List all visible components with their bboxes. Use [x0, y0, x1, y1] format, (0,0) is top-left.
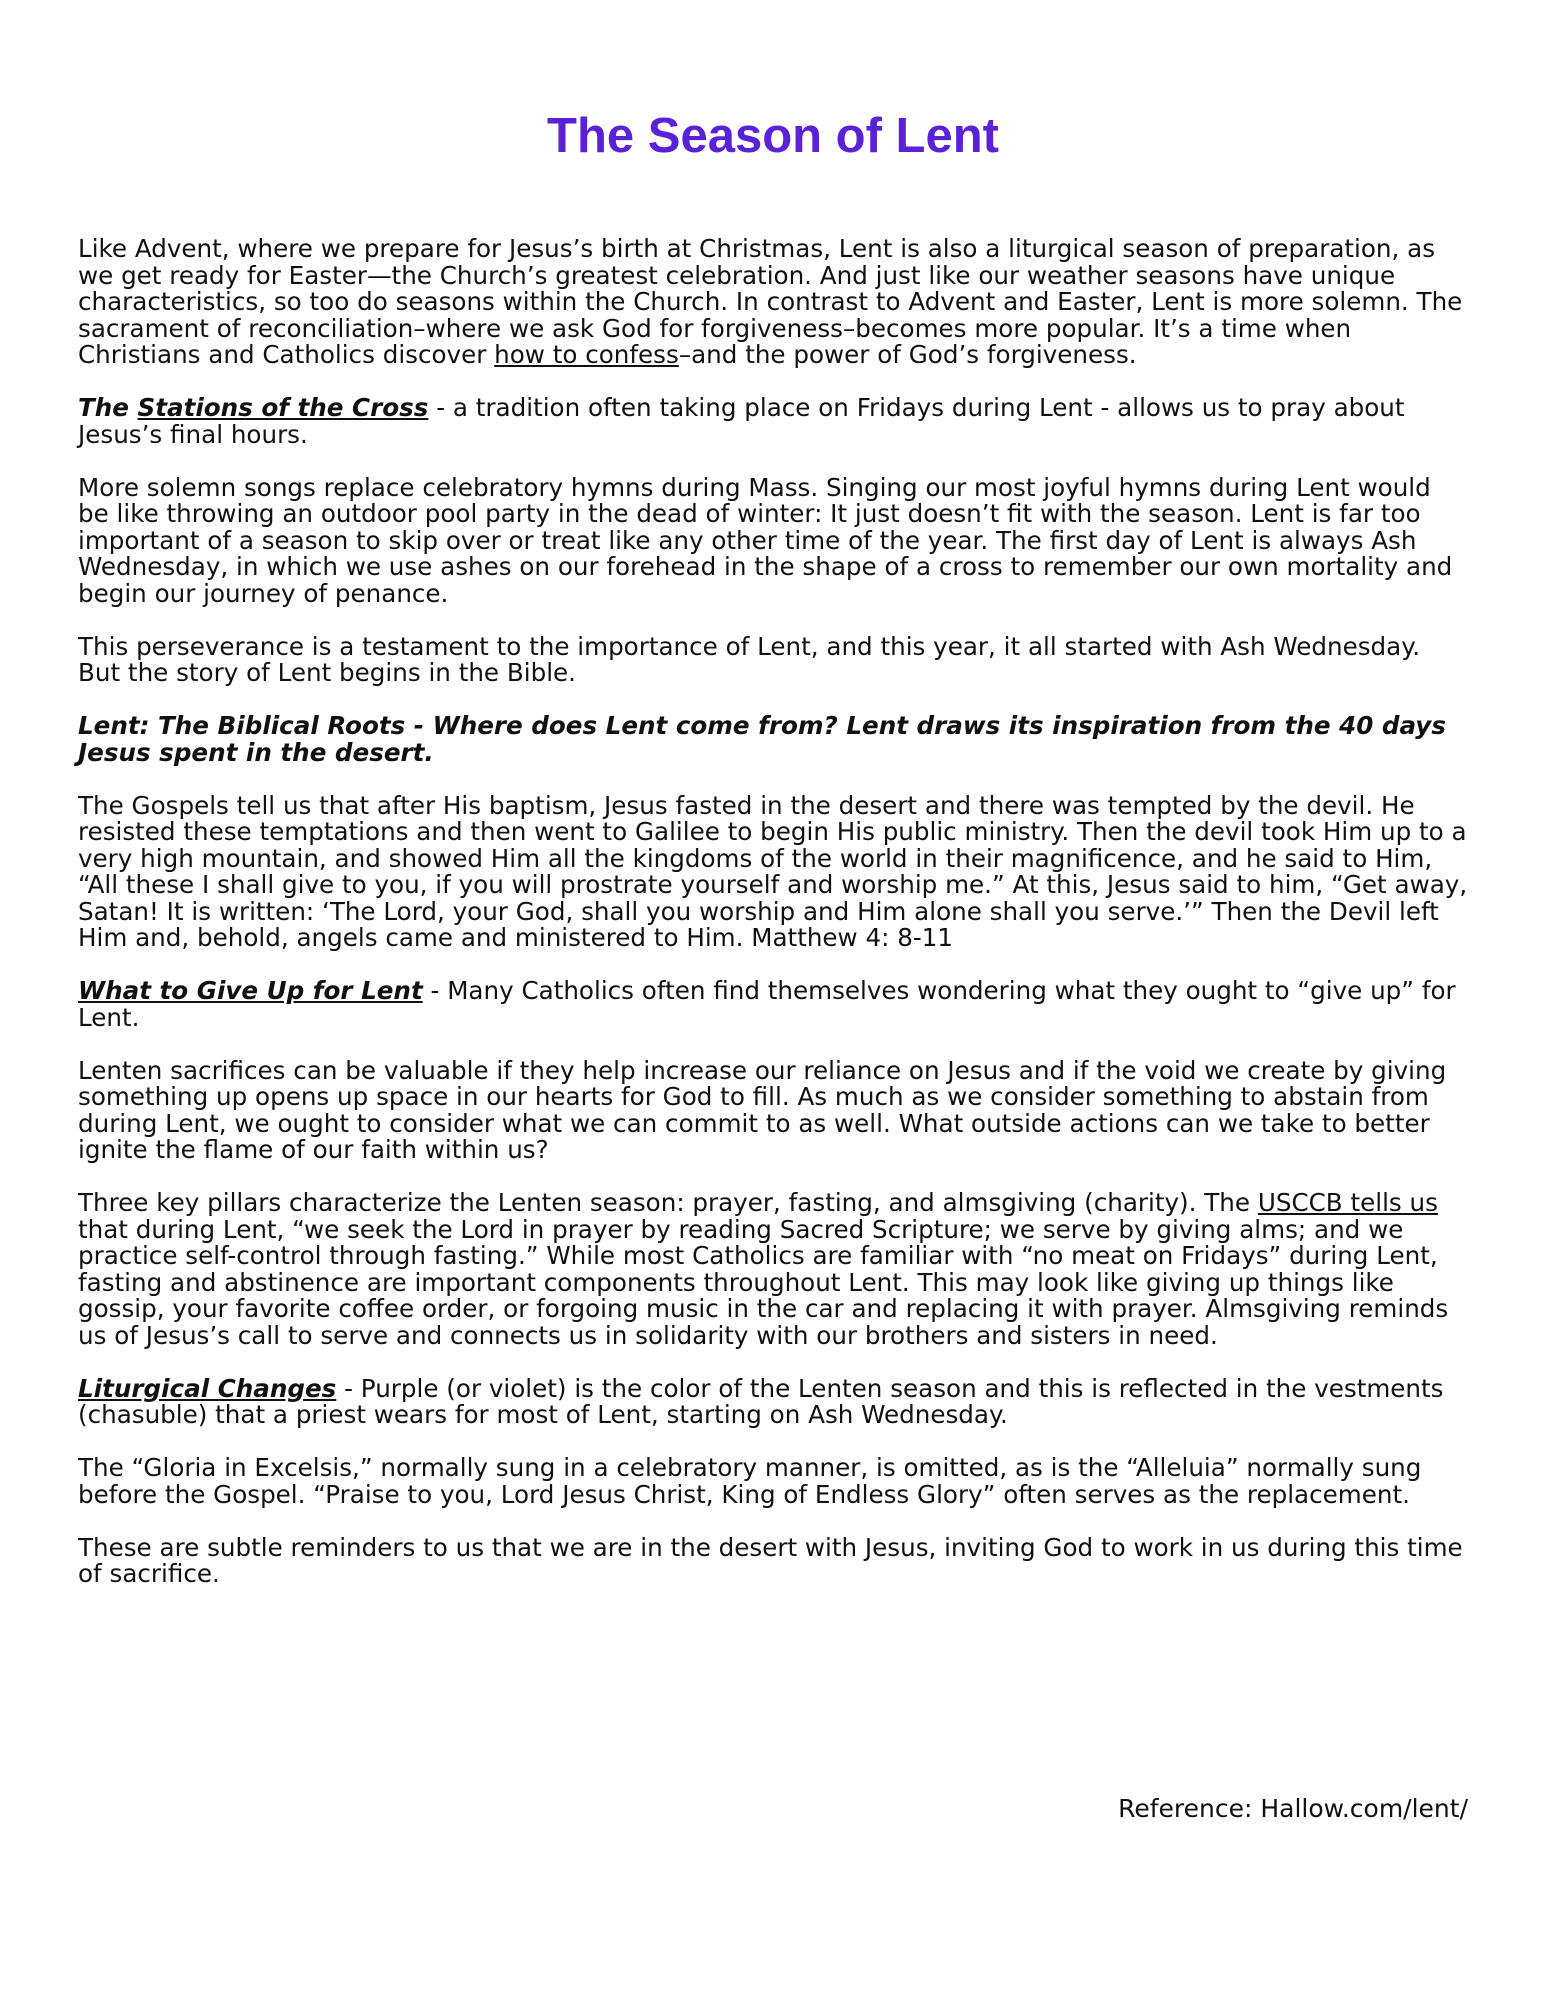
usccb-link[interactable]: USCCB tells us [1257, 1188, 1438, 1217]
stations-of-the-cross-link[interactable]: Stations of the Cross [137, 393, 429, 422]
songs-paragraph: More solemn songs replace celebratory hymns during Mass. Singing our most joyful hymns during Lent would be like throwing an outdoor pool party in the dead of winter: It just doesn’t fit with the season. Lent is far too important of a season to skip over or treat like any other time of the year. The first day of Lent is always Ash Wednesday, in which we use ashes on our forehead in the shape of a cross to remember our own mortality and begin our journey of penance. [78, 472, 1453, 608]
intro-text: Like Advent, where we prepare for Jesus’s birth at Christmas, Lent is also a liturgical season of preparation, as we get ready for Easter—the Church’s greatest celebration. And just like our weather seasons have unique characteristics, so too do seasons within the Church. In contrast to Advent and Easter, Lent is more solemn. The sacrament of reconciliation–where we ask God for forgiveness–becomes more popular. It’s a time when Christians and Catholics discover [78, 234, 1463, 369]
page-title: The Season of Lent [547, 109, 999, 163]
intro-text-end: –and the power of God’s forgiveness. [678, 340, 1137, 369]
stations-paragraph [78, 395, 1468, 448]
pillars-text: Three key pillars characterize the Lenten season: prayer, fasting, and almsgiving (charity). The [78, 1188, 1258, 1217]
biblical-roots-heading: Lent: The Biblical Roots - Where does Lent come from? Lent draws its inspiration from the 40 days Jesus spent in the desert. [78, 711, 1446, 767]
perseverance-paragraph: This perseverance is a testament to the importance of Lent, and this year, it all started with Ash Wednesday. But the story of Lent begins in the Bible. [78, 631, 1421, 687]
stations-text: - a tradition often taking place on Fridays during Lent - allows us to pray about Jesus’s final hours. [78, 393, 1405, 449]
article-body [78, 236, 1468, 1614]
intro-paragraph [78, 236, 1468, 369]
stations-lead-prefix: The [78, 393, 138, 422]
give-up-paragraph [78, 978, 1468, 1031]
give-up-lead-link[interactable]: What to Give Up for Lent [78, 976, 423, 1005]
sacrifices-paragraph: Lenten sacrifices can be valuable if they help increase our reliance on Jesus and if the void we create by giving something up opens up space in our hearts for God to fill. As much as we consider something to abstain from during Lent, we ought to consider what we can commit to as well. What outside actions can we take to better ignite the flame of our faith within us? [78, 1055, 1447, 1164]
liturgical-text: - Purple (or violet) is the color of the Lenten season and this is reflected in the vestments (chasuble) that a priest wears for most of Lent, starting on Ash Wednesday. [78, 1373, 1444, 1429]
gospels-paragraph: The Gospels tell us that after His baptism, Jesus fasted in the desert and there was tempted by the devil. He resisted these temptations and then went to Galilee to begin His public ministry. Then the devil took Him up to a very high mountain, and showed Him all the kingdoms of the world in their magnificence, and he said to Him, “All these I shall give to you, if you will prostrate yourself and worship me.” At this, Jesus said to him, “Get away, Satan! It is written: ‘The Lord, your God, shall you worship and Him alone shall you serve.’” Then the Devil left Him and, behold, angels came and ministered to Him. Matthew 4: 8-11 [78, 790, 1468, 952]
reference-note: Reference: Hallow.com/lent/ [1118, 1794, 1468, 1823]
liturgical-paragraph [78, 1373, 1468, 1429]
pillars-paragraph [78, 1190, 1468, 1349]
give-up-text: - Many Catholics often find themselves wondering what they ought to “give up” for Lent. [78, 976, 1456, 1032]
liturgical-changes-lead-link[interactable]: Liturgical Changes [78, 1373, 337, 1403]
how-to-confess-link[interactable]: how to confess [494, 340, 679, 369]
pillars-text-end: that during Lent, “we seek the Lord in prayer by reading Sacred Scripture; we serve by giving alms; and we practice self-control through fasting.” While most Catholics are familiar with “no meat on Fridays” during Lent, fasting and abstinence are important components throughout Lent. This may look like giving up things like gossip, your favorite coffee order, or forgoing music in the car and replacing it with prayer. Almsgiving reminds us of Jesus’s call to serve and connects us in solidarity with our brothers and sisters in need. [78, 1214, 1449, 1350]
gloria-paragraph: The “Gloria in Excelsis,” normally sung in a celebratory manner, is omitted, as is the “Alleluia” normally sung before the Gospel. “Praise to you, Lord Jesus Christ, King of Endless Glory” often serves as the replacement. [78, 1453, 1422, 1509]
reminders-paragraph: These are subtle reminders to us that we are in the desert with Jesus, inviting God to work in us during this time of sacrifice. [78, 1532, 1463, 1588]
